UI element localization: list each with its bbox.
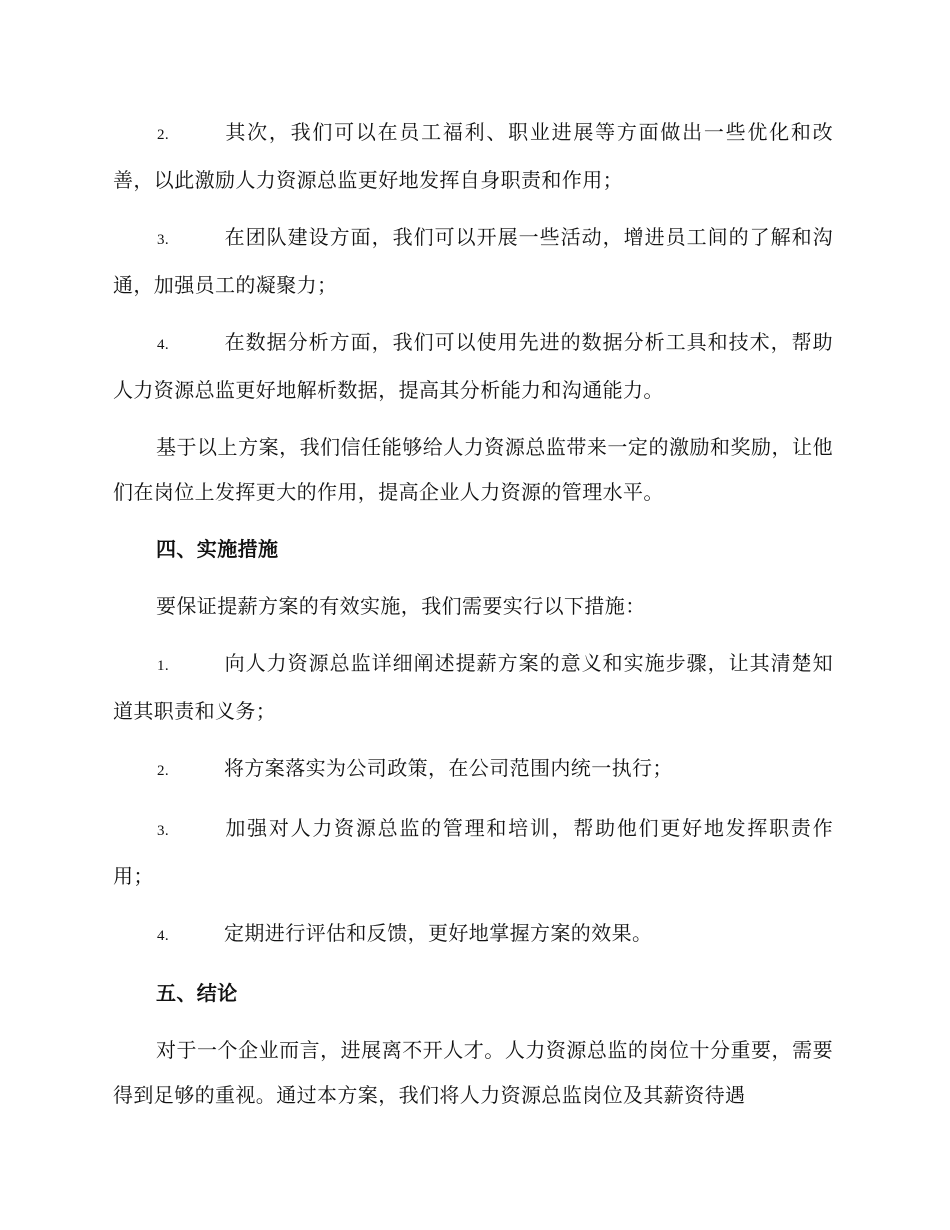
list-text: 定期进行评估和反馈，更好地掌握方案的效果。 [224,921,653,945]
list-text: 加强对人力资源总监的管理和培训，帮助他们更好地发挥职责作用； [113,816,833,888]
list-number: 1. [157,658,170,674]
list-number: 3. [157,823,170,839]
list-item [113,746,833,794]
list-text: 其次，我们可以在员工福利、职业进展等方面做出一些优化和改善，以此激励人力资源总监更好地发挥自身职责和作用； [113,120,833,192]
list-number: 2. [157,127,170,143]
list-item [113,911,833,959]
section-heading: 四、实施措施 [156,537,279,561]
list-text: 将方案落实为公司政策，在公司范围内统一执行； [224,756,673,780]
section-heading: 五、结论 [156,981,238,1005]
list-text: 向人力资源总监详细阐述提薪方案的意义和实施步骤，让其清楚知道其职责和义务； [113,651,833,723]
list-item [113,320,833,413]
list-text: 在数据分析方面，我们可以使用先进的数据分析工具和技术，帮助人力资源总监更好地解析数据，提高其分析能力和沟通能力。 [113,330,833,402]
list-number: 3. [157,232,170,248]
list-text: 在团队建设方面，我们可以开展一些活动，增进员工间的了解和沟通，加强员工的凝聚力； [113,225,833,297]
paragraph: 要保证提薪方案的有效实施，我们需要实行以下措施： [156,594,646,618]
list-number: 2. [157,763,170,779]
list-item [113,215,833,308]
list-number: 4. [157,337,170,353]
list-number: 4. [157,928,170,944]
paragraph: 对于一个企业而言，进展离不开人才。人力资源总监的岗位十分重要，需要得到足够的重视。通过本方案，我们将人力资源总监岗位及其薪资待遇 [113,1038,833,1107]
list-item [113,641,833,734]
paragraph: 基于以上方案，我们信任能够给人力资源总监带来一定的激励和奖励，让他们在岗位上发挥更大的作用，提高企业人力资源的管理水平。 [113,435,833,504]
document-body [113,110,833,1130]
list-item [113,806,833,899]
list-item [113,110,833,203]
